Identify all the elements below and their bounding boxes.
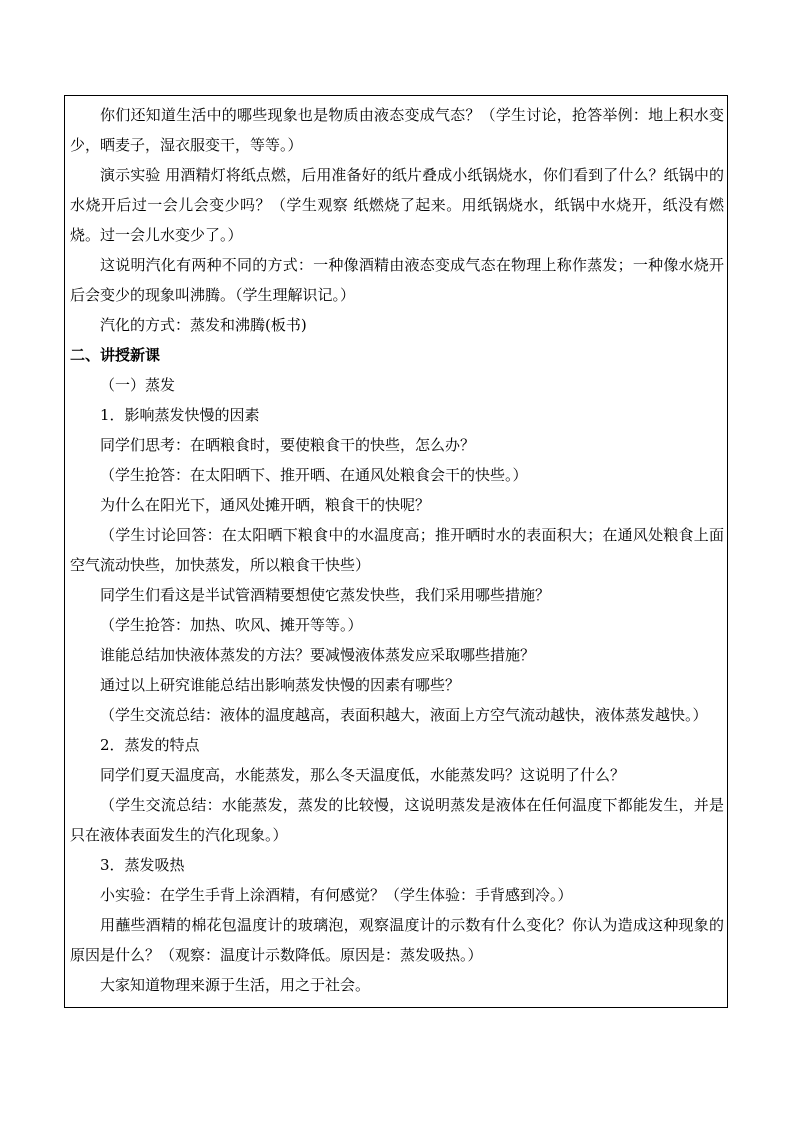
paragraph: 大家知道物理来源于生活，用之于社会。 [100, 976, 371, 994]
item-heading: 1．影响蒸发快慢的因素 [100, 406, 260, 424]
paragraph: （学生交流总结：液体的温度越高，表面积越大，液面上方空气流动越快，液体蒸发越快。） [100, 706, 708, 724]
paragraph: 你们还知道生活中的哪些现象也是物质由液态变成气态？（学生讨论，抢答举例：地上积水变少，晒麦子，湿衣服变干，等等。） [70, 106, 724, 154]
paragraph: 演示实验 用酒精灯将纸点燃，后用准备好的纸片叠成小纸锅烧水，你们看到了什么？纸锅中的水烧开后过一会儿会变少吗？（学生观察 纸燃烧了起来。用纸锅烧水，纸锅中水烧开，纸没有燃烧。过一会儿水变少了。） [70, 166, 724, 244]
subsection-heading: （一）蒸发 [100, 376, 176, 394]
paragraph: 通过以上研究谁能总结出影响蒸发快慢的因素有哪些？ [100, 676, 461, 694]
paragraph: 用蘸些酒精的棉花包温度计的玻璃泡，观察温度计的示数有什么变化？你认为造成这种现象的原因是什么？（观察：温度计示数降低。原因是：蒸发吸热。） [70, 916, 724, 964]
paragraph: 为什么在阳光下，通风处摊开晒，粮食干的快呢？ [100, 496, 431, 514]
item-heading: 2．蒸发的特点 [100, 736, 200, 754]
paragraph: （学生抢答：加热、吹风、摊开等等。） [100, 616, 363, 634]
paragraph: 小实验：在学生手背上涂酒精，有何感觉？（学生体验：手背感到冷。） [100, 886, 573, 904]
paragraph: （学生讨论回答：在太阳晒下粮食中的水温度高；推开晒时水的表面积大；在通风处粮食上面空气流动快些，加快蒸发，所以粮食干快些） [70, 526, 724, 574]
paragraph: 谁能总结加快液体蒸发的方法？要减慢液体蒸发应采取哪些措施？ [100, 646, 536, 664]
paragraph: 汽化的方式：蒸发和沸腾(板书) [100, 316, 307, 334]
item-heading: 3．蒸发吸热 [100, 856, 185, 874]
paragraph: 同学们思考：在晒粮食时，要使粮食干的快些，怎么办？ [100, 436, 476, 454]
paragraph: （学生交流总结：水能蒸发，蒸发的比较慢，这说明蒸发是液体在任何温度下都能发生，并是只在液体表面发生的汽化现象。） [70, 796, 724, 844]
section-heading: 二、讲授新课 [70, 346, 161, 364]
lesson-content [70, 100, 724, 1000]
paragraph: 同学生们看这是半试管酒精要想使它蒸发快些，我们采用哪些措施？ [100, 586, 551, 604]
paragraph: 同学们夏天温度高，水能蒸发，那么冬天温度低，水能蒸发吗？这说明了什么？ [100, 766, 626, 784]
paragraph: 这说明汽化有两种不同的方式：一种像酒精由液态变成气态在物理上称作蒸发；一种像水烧开后会变少的现象叫沸腾。（学生理解识记。） [70, 256, 724, 304]
paragraph: （学生抢答：在太阳晒下、推开晒、在通风处粮食会干的快些。） [100, 466, 528, 484]
